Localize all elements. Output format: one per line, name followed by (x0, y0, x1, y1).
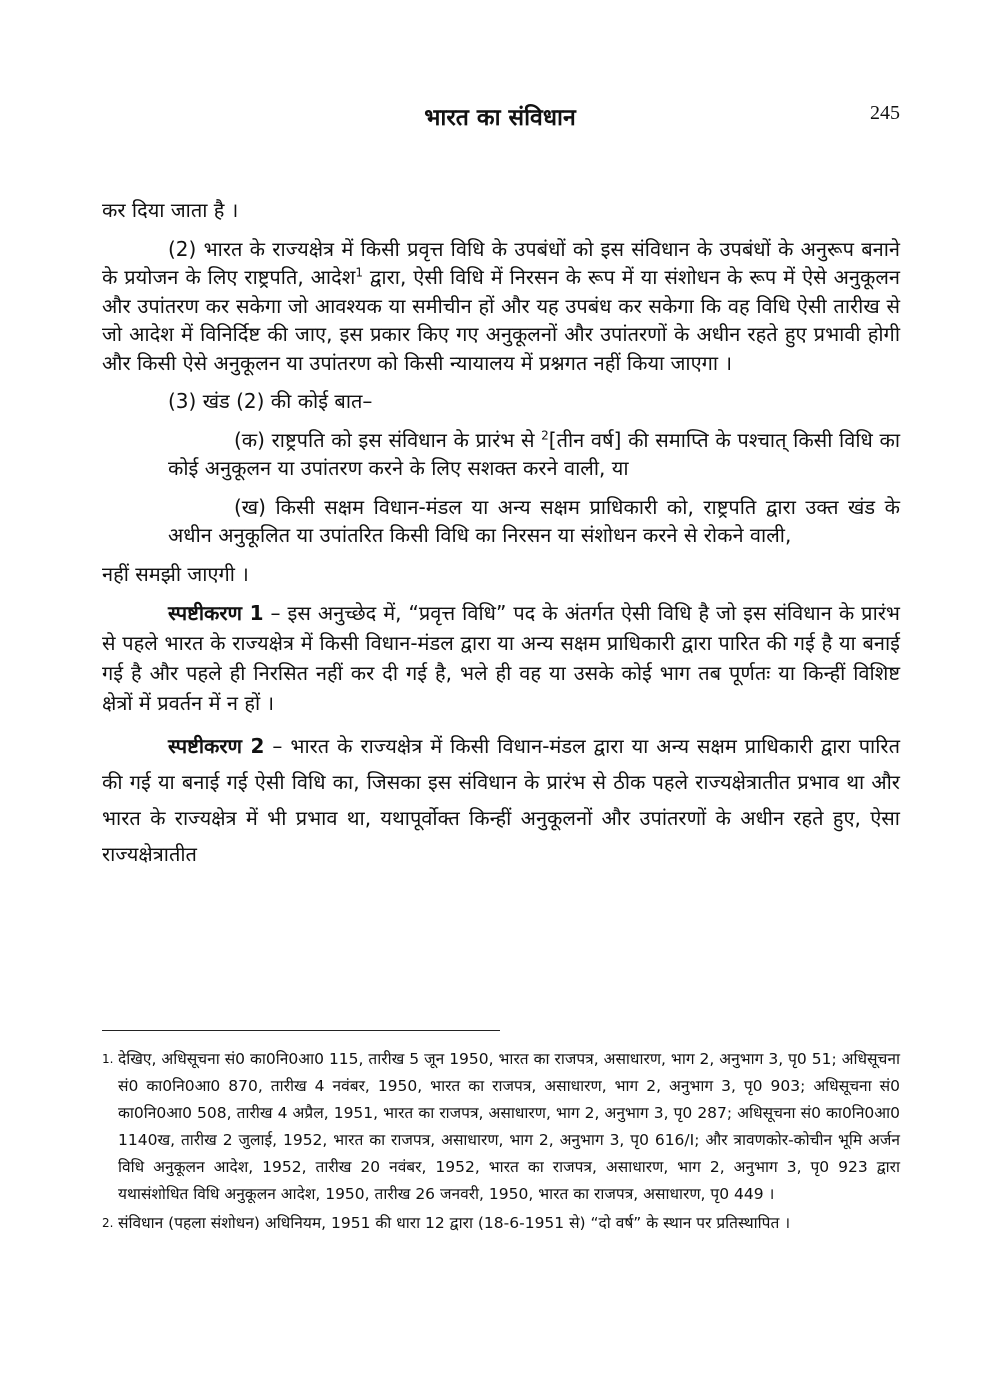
footnote-ref-1: 1 (355, 265, 363, 280)
footnote-2-text: संविधान (पहला संशोधन) अधिनियम, 1951 की धारा 12 द्वारा (18-6-1951 से) “दो वर्ष” के स्थान पर प्रतिस्थापित । (118, 1214, 791, 1232)
clause-3-a-text-end: [तीन वर्ष] की समाप्ति के पश्चात् किसी विधि का कोई अनुकूलन या उपांतरण करने के लिए सशक्त करने वाली, या (168, 427, 901, 480)
continuation-line: कर दिया जाता है । (102, 198, 239, 222)
footnote-1 (102, 1046, 900, 1208)
footnote-divider (102, 1030, 500, 1031)
footnote-ref-2: 2 (541, 427, 549, 442)
clause-3-b: (ख) किसी सक्षम विधान-मंडल या अन्य सक्षम प्राधिकारी को, राष्ट्रपति द्वारा उक्त खंड के अधीन अनुकूलित या उपांतरित किसी विधि का निरसन या संशोधन करने से रोकने वाली, (168, 494, 900, 547)
footnotes (102, 1046, 900, 1239)
main-text (102, 196, 900, 872)
clause-3-a (102, 426, 900, 483)
clause-2-text-end: द्वारा, ऐसी विधि में निरसन के रूप में या संशोधन के रूप में ऐसे अनुकूलन और उपांतरण कर सकेगा जो आवश्यक या समीचीन हों और यह उपबंध कर सकेगा कि वह विधि ऐसी तारीख से जो आदेश में विनिर्दिष्ट की जाए, इस प्रकार किए गए अनुकूलनों और उपांतरणों के अधीन रहते हुए प्रभावी होगी और किसी ऐसे अनुकूलन या उपांतरण को किसी न्यायालय में प्रश्नगत नहीं किया जाएगा । (102, 265, 901, 375)
explanation-1 (102, 598, 900, 718)
footnote-2 (102, 1210, 900, 1237)
explanation-2-heading: स्पष्टीकरण 2 (168, 734, 265, 758)
clause-2 (102, 235, 900, 378)
clause-2-text-start: (2) भारत के राज्यक्षेत्र में किसी प्रवृत्त विधि के उपबंधों को इस संविधान के उपबंधों के अनुरूप बनाने के प्रयोजन के लिए राष्ट्रपति, आदेश (102, 236, 900, 289)
explanation-2-text: – भारत के राज्यक्षेत्र में किसी विधान-मंडल द्वारा या अन्य सक्षम प्राधिकारी द्वारा पारित की गई या बनाई गई ऐसी विधि का, जिसका इस संविधान के प्रारंभ से ठीक पहले राज्यक्षेत्रातीत प्रभाव था और भारत के राज्यक्षेत्र में भी प्रभाव था, यथापूर्वोक्त किन्हीं अनुकूलनों और उपांतरणों के अधीन रहते हुए, ऐसा राज्यक्षेत्रातीत (102, 734, 900, 866)
page-title: भारत का संविधान (424, 105, 576, 131)
footnote-1-text: देखिए, अधिसूचना सं0 का0नि0आ0 115, तारीख 5 जून 1950, भारत का राजपत्र, असाधारण, भाग 2, अनुभाग 3, पृ0 51; अधिसूचना सं0 का0नि0आ0 870, तारीख 4 नवंबर, 1950, भारत का राजपत्र, असाधारण, भाग 2, अनुभाग 3, पृ0 903; अधिसूचना सं0 का0नि0आ0 508, तारीख 4 अप्रैल, 1951, भारत का राजपत्र, असाधारण, भाग 2, अनुभाग 3, पृ0 287; अधिसूचना सं0 का0नि0आ0 1140ख, तारीख 2 जुलाई, 1952, भारत का राजपत्र, असाधारण, भाग 2, अनुभाग 3, पृ0 616/I; और त्रावणकोर-कोचीन भूमि अर्जन विधि अनुकूलन आदेश, 1952, तारीख 20 नवंबर, 1952, भारत का राजपत्र, असाधारण, भाग 2, अनुभाग 3, पृ0 923 द्वारा यथासंशोधित विधि अनुकूलन आदेश, 1950, तारीख 26 जनवरी, 1950, भारत का राजपत्र, असाधारण, पृ0 449 । (118, 1050, 900, 1203)
clause-3-a-text-start: (क) राष्ट्रपति को इस संविधान के प्रारंभ से (234, 427, 542, 452)
page-number: 245 (870, 102, 900, 124)
explanation-1-text: – इस अनुच्छेद में, “प्रवृत्त विधि” पद के अंतर्गत ऐसी विधि है जो इस संविधान के प्रारंभ से पहले भारत के राज्यक्षेत्र में किसी विधान-मंडल द्वारा या अन्य सक्षम प्राधिकारी द्वारा पारित की गई है या बनाई गई है और पहले ही निरसित नहीं कर दी गई है, भले ही वह या उसके कोई भाग तब पूर्णतः या किन्हीं विशिष्ट क्षेत्रों में प्रवर्तन में न हों । (102, 601, 900, 715)
footnote-1-number: 1. (102, 1052, 114, 1066)
footnote-2-number: 2. (102, 1216, 114, 1230)
clause-3-conclusion: नहीं समझी जाएगी । (102, 561, 249, 586)
clause-3: (3) खंड (2) की कोई बात– (168, 389, 373, 413)
explanation-1-heading: स्पष्टीकरण 1 (168, 601, 264, 625)
explanation-2 (102, 728, 900, 872)
